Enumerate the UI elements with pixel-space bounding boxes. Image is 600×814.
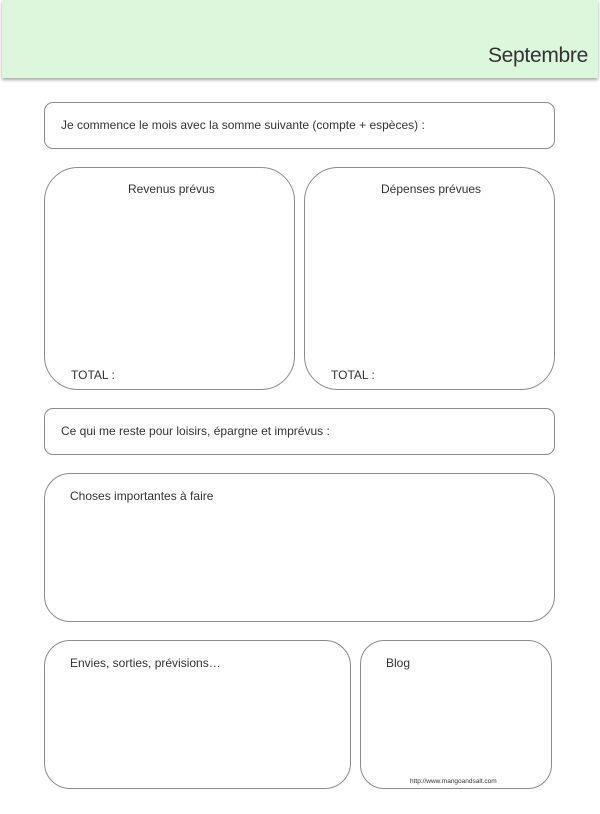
expenses-title: Dépenses prévues <box>381 182 482 196</box>
month-title: Septembre <box>487 44 588 67</box>
wishes-title: Envies, sorties, prévisions… <box>70 656 221 670</box>
expenses-box[interactable] <box>304 167 555 390</box>
page-header <box>2 0 598 78</box>
todo-title: Choses importantes à faire <box>70 489 214 503</box>
todo-box[interactable] <box>44 473 555 622</box>
income-total-label: TOTAL : <box>71 368 115 382</box>
income-title: Revenus prévus <box>128 182 215 196</box>
wishes-box[interactable] <box>44 640 351 789</box>
start-balance-box[interactable] <box>44 102 555 149</box>
remaining-label: Ce qui me reste pour loisirs, épargne et imprévus : <box>61 424 330 438</box>
income-box[interactable] <box>44 167 295 390</box>
blog-box[interactable] <box>360 640 552 789</box>
expenses-total-label: TOTAL : <box>331 368 375 382</box>
start-balance-label: Je commence le mois avec la somme suivante (compte + espèces) : <box>61 118 425 132</box>
blog-url[interactable]: http://www.mangoandsalt.com <box>410 778 497 785</box>
blog-title: Blog <box>386 656 411 670</box>
remaining-box[interactable] <box>44 408 555 455</box>
